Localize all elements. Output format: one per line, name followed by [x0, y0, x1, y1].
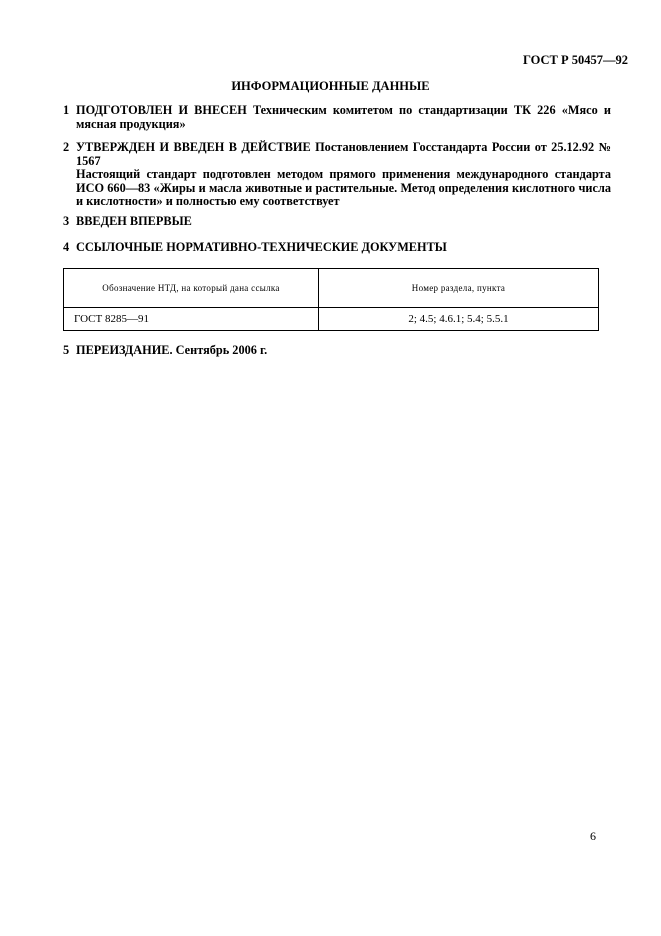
item-heading: УТВЕРЖДЕН И ВВЕДЕН В ДЕЙСТВИЕ: [76, 140, 311, 154]
item-number: 4: [63, 240, 70, 254]
item-number: 3: [63, 214, 70, 228]
item-number: 1: [63, 103, 70, 117]
item-heading: ПЕРЕИЗДАНИЕ.: [76, 343, 173, 357]
cell-section: 2; 4.5; 4.6.1; 5.4; 5.5.1: [319, 308, 599, 331]
item-text: Техническим комитетом по стандартизации ТК 226 «Мясо и мясная продукция»: [76, 103, 611, 131]
info-item-4: [63, 241, 611, 255]
item-number: 2: [63, 140, 70, 154]
table-row: [64, 308, 599, 331]
item-heading: ПОДГОТОВЛЕН И ВНЕСЕН: [76, 103, 247, 117]
item-number: 5: [63, 343, 70, 357]
section-title: ИНФОРМАЦИОННЫЕ ДАННЫЕ: [231, 79, 430, 93]
info-item-2: [63, 141, 611, 209]
column-header-document: Обозначение НТД, на который дана ссылка: [64, 269, 319, 308]
reference-documents-table: [63, 268, 599, 331]
cell-document: ГОСТ 8285—91: [64, 308, 319, 331]
table-header-row: [64, 269, 599, 308]
page-number: 6: [590, 829, 596, 843]
info-item-1: [63, 104, 611, 131]
item-note: Настоящий стандарт подготовлен методом прямого применения международного стандарта ИСО 660—83 «Жиры и масла животные и растительные. Метод определения кислотного числа и кислотности» и полностью ему соответствует: [76, 167, 611, 208]
document-code: ГОСТ Р 50457—92: [522, 53, 628, 67]
item-text: Постановлением Госстандарта России от 25.12.92 № 1567: [76, 140, 611, 168]
column-header-section: Номер раздела, пункта: [319, 269, 599, 308]
info-item-3: [63, 215, 611, 229]
item-heading: ВВЕДЕН ВПЕРВЫЕ: [76, 214, 192, 228]
item-heading: ССЫЛОЧНЫЕ НОРМАТИВНО-ТЕХНИЧЕСКИЕ ДОКУМЕНТЫ: [76, 240, 447, 254]
info-item-5: [63, 344, 611, 358]
item-text: Сентябрь 2006 г.: [175, 343, 268, 357]
